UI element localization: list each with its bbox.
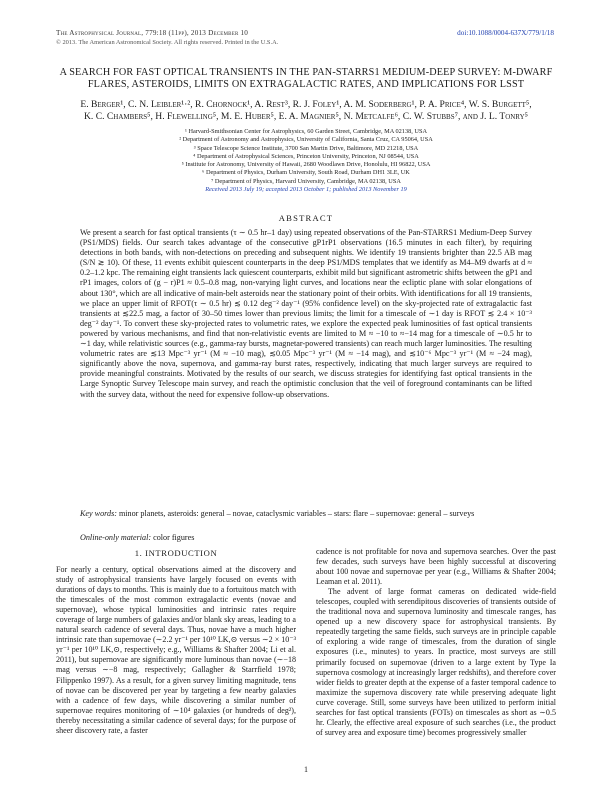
keywords — [80, 509, 532, 519]
section-heading: 1. INTRODUCTION — [134, 548, 218, 558]
paper-title: A SEARCH FOR FAST OPTICAL TRANSIENTS IN THE PAN-STARRS1 MEDIUM-DEEP SURVEY: M-DWARF FLARES, ASTEROIDS, LIMITS ON EXTRAGALACTIC RATES, AND IMPLICATIONS FOR LSST — [59, 67, 553, 90]
affiliation: ⁶ Department of Physics, Durham University, South Road, Durham DH1 3LE, UK — [202, 169, 410, 177]
online-material-label: Online-only material: — [80, 533, 152, 542]
author-line: K. C. Chambers⁵, H. Flewelling⁵, M. E. Huber⁵, E. A. Magnier⁵, N. Metcalfe⁶, C. W. Stubbs⁷, and J. L. Tonry⁵ — [83, 110, 528, 122]
online-material — [80, 533, 532, 542]
body-column-right — [316, 547, 556, 738]
affiliation: ³ Space Telescope Science Institute, 3700 San Martin Drive, Baltimore, MD 21218, USA — [193, 144, 419, 152]
copyright-line: © 2013. The American Astronomical Society. All rights reserved. Printed in the U.S.A. — [56, 39, 279, 46]
doi-link[interactable]: doi:10.1088/0004-637X/779/1/18 — [457, 29, 554, 37]
affiliations — [60, 128, 552, 194]
paragraph: The advent of large format cameras on dedicated wide-field telescopes, coupled with serendipitous discoveries of transients outside of the traditional nova and supernova luminosity and timescale ranges, has opened up a new discovery space for astrophysical transients. By repeatedly targeting the same fields, such surveys are in principle capable of exploring a wide range of timescales, from the duration of single exposures (i.e., minutes) to years. In practice, most surveys are still primarily focused on supernovae (driven to a large extent by Type Ia supernova cosmology at increasingly larger redshifts), and therefore cover wider fields to greater depth at the expense of a faster temporal cadence to maximize the supernova discovery rate while preserving adequate light curve coverage. Still, some surveys have been utilized to perform initial searches for fast optical transients (FOTs) on timescales as short as ∼0.5 hr. Clearly, the effective areal exposure of such searches (i.e., the product of survey area and exposure time) becomes progressively smaller — [316, 587, 556, 737]
publication-dates: Received 2013 July 19; accepted 2013 October 1; published 2013 November 19 — [205, 186, 407, 194]
affiliation: ⁷ Department of Physics, Harvard University, Cambridge, MA 02138, USA — [211, 177, 401, 185]
paragraph: cadence is not profitable for nova and supernova searches. Over the past few decades, such surveys have been highly successful at discovering about 100 novae and supernovae per year (e.g., Williams & Shafter 2004; Leaman et al. 2011). — [316, 547, 556, 587]
page-number: 1 — [304, 765, 308, 774]
affiliation: ⁵ Institute for Astronomy, University of Hawaii, 2680 Woodlawn Drive, Honolulu, HI 96822, USA — [181, 161, 431, 169]
keywords-label: Key words: — [80, 509, 117, 518]
online-material-text: color figures — [153, 533, 195, 542]
keywords-text: minor planets, asteroids: general – novae, cataclysmic variables – stars: flare – supernovae: general – surveys — [118, 509, 475, 518]
author-list — [44, 99, 568, 122]
body-column-left — [56, 565, 296, 736]
author-line: E. Berger¹, C. N. Leibler¹·², R. Chornock¹, A. Rest³, R. J. Foley¹, A. M. Soderberg¹, P. A. Price⁴, W. S. Burgett⁵, — [80, 99, 532, 110]
journal-citation: The Astrophysical Journal, 779:18 (11pp), 2013 December 10 — [56, 29, 249, 37]
paragraph: For nearly a century, optical observations aimed at the discovery and study of astrophysical transients have largely focused on events with durations of days to months. This is mainly due to a fortuitous match with the timescales of the most common extragalactic events (novae and supernovae), whose typical luminosities and intrinsic rates require coverage of large numbers of galaxies and/or blank sky areas, leading to a natural search cadence of several days. Thus, novae have a much higher intrinsic rate than supernovae (∼2.2 yr⁻¹ per 10¹⁰ LK,⊙ versus ∼2 × 10⁻³ yr⁻¹ per 10¹⁰ LK,⊙, respectively; e.g., Williams & Shafter 2004; Li et al. 2011), but supernovae are significantly more luminous than novae (∼−18 mag versus ∼−8 mag, respectively; Gallagher & Starrfield 1978; Filippenko 1997). As a result, for a given survey limiting magnitude, tens of novae can be discovered per year by targeting a few nearby galaxies with a cadence of few days, while discovering a similar number of supernovae requires monitoring of ∼10⁴ galaxies (or hundreds of deg²), thereby necessitating a similar cadence of several days; for the purpose of sheer discovery rate, a faster — [56, 565, 296, 735]
running-header — [56, 29, 278, 47]
abstract-text: We present a search for fast optical transients (τ ∼ 0.5 hr–1 day) using repeated observations of the Pan-STARRS1 Medium-Deep Survey (PS1/MDS) fields. Our search takes advantage of the consecutive gP1rP1 observations (16.5 minutes in each filter), by requiring detections in both bands, with non-detections on preceding and subsequent nights. We identify 19 transients brighter than 22.5 AB mag (S/N ≳ 10). Of these, 11 events exhibit quiescent counterparts in the deep PS1/MDS templates that we identify as M4–M9 dwarfs at d ≈ 0.2–1.2 kpc. The remaining eight transients lack quiescent counterparts, exhibit mild but significant astrometric shifts between the gP1 and rP1 images, colors of (g − r)P1 ≈ 0.5–0.8 mag, non-varying light curves, and locations near the ecliptic plane with solar elongations of about 130°, which are all indicative of main-belt asteroids near the stationary point of their orbits. With identifications for all 19 transients, we place an upper limit of RFOT(τ ∼ 0.5 hr) ≲ 0.12 deg⁻² day⁻¹ (95% confidence level) on the sky-projected rate of extragalactic fast transients at ≲22.5 mag, a factor of 30–50 times lower than previous limits; the limit for a timescale of ∼1 day is RFOT ≲ 2.4 × 10⁻³ deg⁻² day⁻¹. To convert these sky-projected rates to volumetric rates, we explore the expected peak luminosities of fast optical transients powered by various mechanisms, and find that non-relativistic events are limited to M ≈ −10 to ≈−14 mag for a timescale of ∼0.5 hr to ∼1 day, while relativistic sources (e.g., gamma-ray bursts, magnetar-powered transients) can reach much larger luminosities. The resulting volumetric rates are ≲13 Mpc⁻³ yr⁻¹ (M ≈ −10 mag), ≲0.05 Mpc⁻³ yr⁻¹ (M ≈ −14 mag), and ≲10⁻⁶ Mpc⁻³ yr⁻¹ (M ≈ −24 mag), significantly above the nova, supernova, and gamma-ray burst rates, respectively, indicating that much larger surveys are required to provide meaningful constraints. Motivated by the results of our search, we discuss strategies for identifying fast optical transients in the Large Synoptic Survey Telescope main survey, and reach the optimistic conclusion that the veil of foreground contaminants can be lifted with the survey data, without the need for expensive follow-up observations. — [80, 228, 532, 399]
abstract-heading: ABSTRACT — [278, 213, 334, 223]
affiliation: ¹ Harvard-Smithsonian Center for Astrophysics, 60 Garden Street, Cambridge, MA 02138, USA — [184, 128, 427, 135]
affiliation: ⁴ Department of Astrophysical Sciences, Princeton University, Princeton, NJ 08544, USA — [193, 152, 419, 160]
affiliation: ² Department of Astronomy and Astrophysics, University of California, Santa Cruz, CA 95064, USA — [179, 136, 433, 144]
